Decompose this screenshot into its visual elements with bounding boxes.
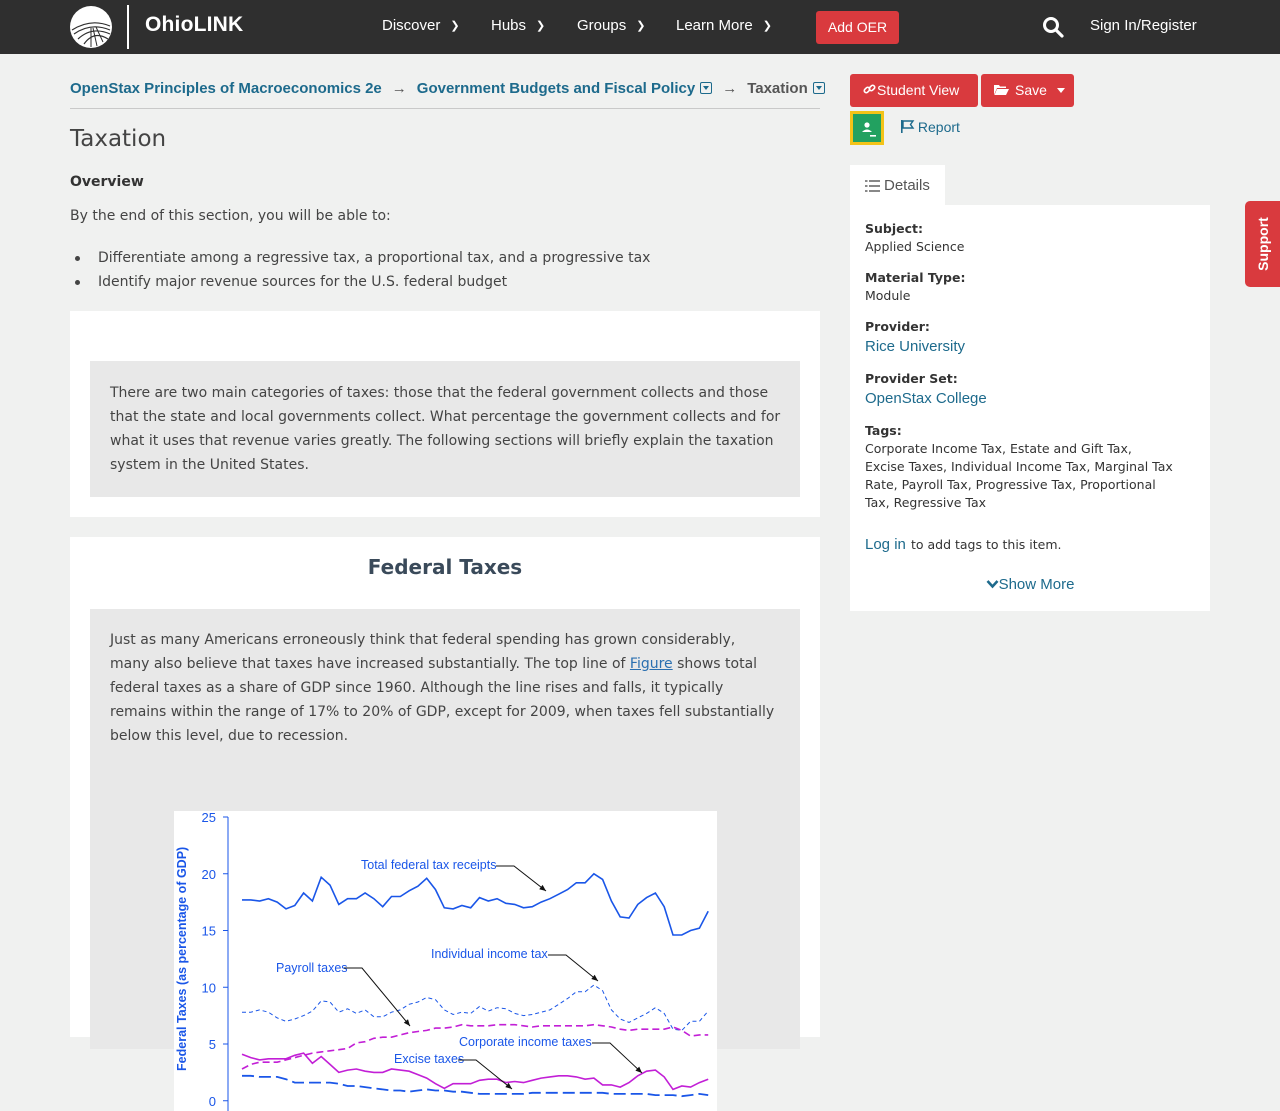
google-classroom-icon[interactable] (850, 111, 884, 145)
provider-set-label: Provider Set: (865, 371, 958, 386)
tab-details[interactable] (850, 165, 945, 205)
y-tick-label: 15 (201, 923, 216, 939)
provider-label: Provider: (865, 319, 930, 334)
subject-value: Applied Science (865, 239, 965, 254)
series-line-0 (242, 874, 708, 935)
breadcrumb-current: Taxation (747, 80, 808, 97)
annotation-leader (458, 1060, 512, 1089)
material-type-value: Module (865, 288, 911, 303)
chart-svg (174, 811, 717, 1111)
y-tick-label: 10 (201, 980, 216, 996)
annotation-leader (496, 866, 546, 891)
figure-link[interactable]: Figure (629, 656, 673, 672)
logo-text[interactable]: OhioLINK (145, 13, 244, 36)
chevron-down-icon: ❯ (762, 20, 772, 32)
list-item: Identify major revenue sources for the U.S. federal budget (98, 270, 650, 294)
y-tick-label: 5 (208, 1037, 216, 1052)
y-tick-label: 20 (201, 866, 216, 882)
save-label: Save (1015, 82, 1047, 98)
breadcrumb-separator: → (722, 80, 738, 97)
student-view-label: Student View (877, 82, 960, 98)
federal-para-part1: Just as many Americans erroneously think that federal spending has grown considerably, many also believe that taxes have increased substantially. The top line of (110, 632, 736, 672)
link-icon (863, 74, 877, 107)
nav-groups[interactable] (577, 17, 645, 34)
nav-hubs[interactable] (491, 17, 545, 34)
annotation-label: Individual income tax (431, 947, 548, 961)
list-item: Differentiate among a regressive tax, a proportional tax, and a progressive tax (98, 246, 650, 270)
details-panel (850, 205, 1210, 611)
nav-discover[interactable] (382, 17, 460, 34)
chevron-down-icon (986, 576, 999, 593)
student-view-button[interactable] (850, 74, 978, 107)
ohiolink-logo-icon[interactable] (70, 6, 112, 48)
report-link[interactable] (900, 119, 960, 135)
sign-in-register-link[interactable]: Sign In/Register (1090, 17, 1197, 34)
federal-para-part2: shows total federal taxes as a share of GDP since 1960. Although the line rises and falls, it typically remains within the range of 17% to 20% of GDP, except for 2009, when taxes fell substantially below this level, due to recession. (110, 656, 775, 744)
chevron-down-icon: ❯ (636, 20, 646, 32)
page-title: Taxation (70, 126, 167, 152)
objectives-list (98, 246, 650, 294)
search-icon[interactable] (1042, 16, 1064, 38)
federal-taxes-card (70, 537, 820, 1109)
nav-groups-label: Groups (577, 17, 627, 34)
material-type-label: Material Type: (865, 270, 966, 285)
caret-square-down-icon[interactable] (813, 82, 825, 94)
annotation-leader (592, 1043, 642, 1073)
taxation-card (70, 311, 820, 517)
federal-taxes-note (90, 609, 800, 1109)
support-tab[interactable] (1245, 201, 1280, 287)
flag-icon (900, 119, 918, 135)
annotation-arrowhead (539, 885, 546, 891)
intro-text: By the end of this section, you will be able to: (70, 208, 391, 224)
nav-discover-label: Discover (382, 17, 441, 34)
y-tick-label: 25 (201, 810, 216, 825)
save-button[interactable] (981, 74, 1074, 107)
login-link[interactable]: Log in (865, 536, 906, 553)
taxation-paragraph: There are two main categories of taxes: those that the federal government collects and those that the state and local governments collect. What percentage the government collects and for what it uses that revenue varies greatly. The following sections will briefly explain the taxation system in the United States. (110, 385, 781, 473)
tags-label: Tags: (865, 423, 902, 438)
y-tick-label: 0 (208, 1093, 216, 1109)
login-suffix: to add tags to this item. (910, 537, 1062, 552)
series-line-1 (242, 985, 708, 1030)
nav-learn-more[interactable] (676, 17, 772, 34)
annotation-leader (548, 955, 598, 981)
chevron-down-icon: ❯ (450, 20, 460, 32)
subject-label: Subject: (865, 221, 923, 236)
annotation-label: Corporate income taxes (459, 1035, 592, 1049)
overview-heading: Overview (70, 174, 144, 190)
caret-down-icon (1057, 88, 1065, 93)
tab-details-label: Details (884, 177, 930, 194)
show-more-button[interactable] (850, 576, 1210, 593)
federal-taxes-chart (174, 811, 717, 1111)
breadcrumb (70, 80, 820, 109)
y-axis-label: Federal Taxes (as percentage of GDP) (175, 846, 189, 1071)
nav-learn-more-label: Learn More (676, 17, 753, 34)
breadcrumb-book-link[interactable]: OpenStax Principles of Macroeconomics 2e (70, 80, 382, 97)
nav-hubs-label: Hubs (491, 17, 527, 34)
chevron-down-icon: ❯ (536, 20, 546, 32)
list-icon (865, 179, 880, 196)
top-navbar (0, 0, 1280, 54)
federal-taxes-heading: Federal Taxes (367, 555, 523, 579)
annotation-label: Excise taxes (394, 1052, 465, 1066)
show-more-label: Show More (998, 576, 1075, 593)
tags-value: Corporate Income Tax, Estate and Gift Tax, Excise Taxes, Individual Income Tax, Marginal Tax Rate, Payroll Tax, Progressive Tax, Proportional Tax, Regressive Tax (865, 441, 1173, 510)
taxation-note (90, 361, 800, 497)
breadcrumb-separator: → (391, 80, 407, 97)
report-label: Report (917, 119, 960, 135)
breadcrumb-chapter-link[interactable]: Government Budgets and Fiscal Policy (416, 80, 696, 97)
provider-link[interactable]: Rice University (865, 338, 966, 355)
provider-set-link[interactable]: OpenStax College (865, 390, 987, 407)
federal-taxes-paragraph (110, 628, 775, 748)
annotation-label: Payroll taxes (276, 961, 348, 975)
login-to-tag (865, 534, 1062, 553)
add-oer-button[interactable]: Add OER (816, 11, 899, 44)
annotation-arrowhead (505, 1083, 512, 1089)
annotation-label: Total federal tax receipts (361, 858, 497, 872)
series-line-4 (242, 1076, 708, 1096)
logo-divider (127, 5, 129, 49)
caret-square-down-icon[interactable] (700, 82, 712, 94)
folder-open-icon (993, 74, 1015, 107)
support-label: Support (1254, 217, 1271, 271)
